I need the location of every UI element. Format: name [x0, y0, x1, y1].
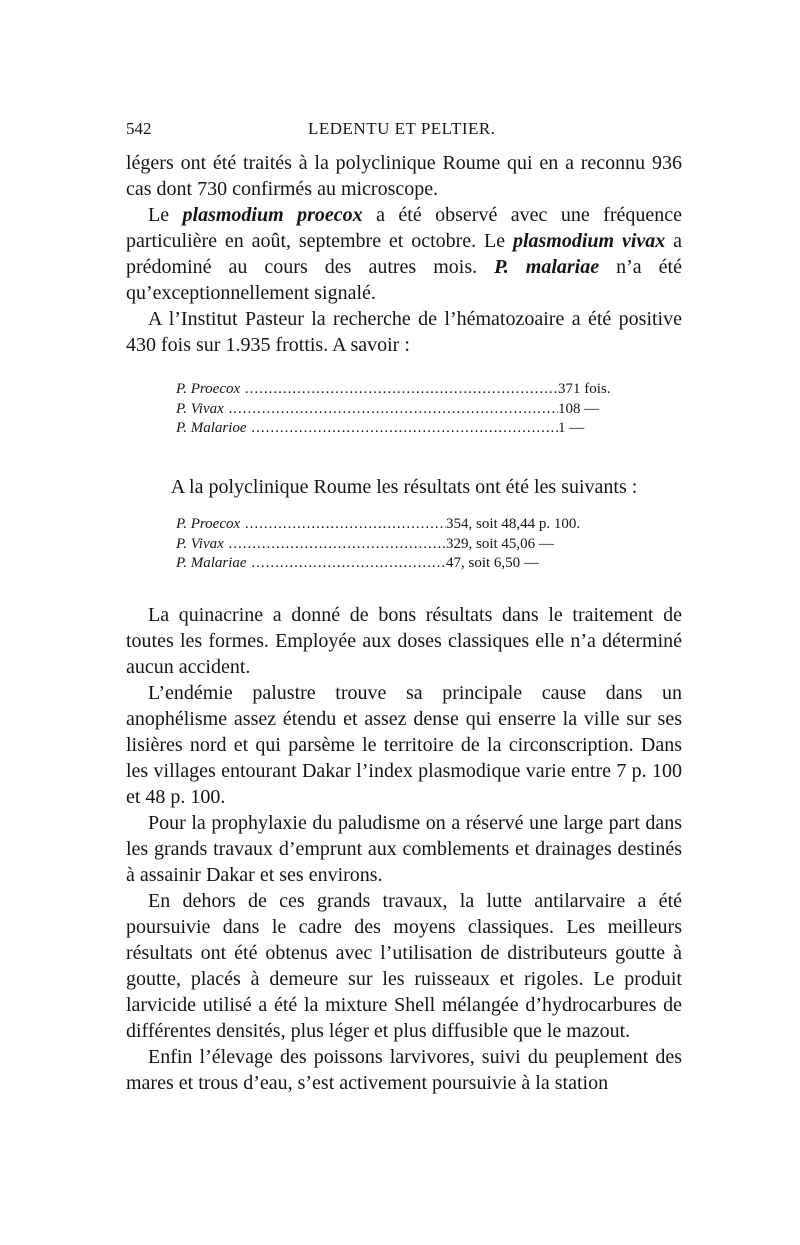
table-row [176, 380, 640, 400]
paragraph-continued: légers ont été traités à la polyclinique Roume qui en a reconnu 936 cas dont 730 confirmés au microscope. [126, 152, 682, 200]
species-name: P. Proecox [176, 381, 241, 397]
paragraph-quinacrine: La quinacrine a donné de bons résultats dans le traitement de toutes les formes. Employée aux doses classiques elle n’a déterminé aucun accident. [126, 604, 682, 678]
term-vivax: plasmodium vivax [512, 230, 666, 252]
polyclinique-intro: A la polyclinique Roume les résultats ont été les suivants : [170, 476, 638, 498]
results-table-polyclinique [176, 515, 646, 574]
species-name: P. Proecox [176, 516, 241, 532]
results-table-pasteur [176, 380, 640, 439]
table-row [176, 535, 646, 555]
species-name: P. Malariae [176, 555, 247, 571]
text-block-top [126, 150, 682, 358]
mid-line-block [126, 474, 682, 500]
species-count: 108 — [558, 400, 600, 417]
species-result: 47, soit 6,50 — [446, 555, 539, 571]
species-result: 329, soit 45,06 — [446, 535, 554, 552]
table-row [176, 515, 646, 535]
text-block-bottom [126, 602, 682, 1096]
species-count: 1 — [558, 420, 585, 436]
term-malariae: P. malariae [494, 256, 600, 278]
table-row [176, 400, 640, 420]
species-count: 371 fois. [558, 381, 611, 397]
paragraph-prophylaxie: Pour la prophylaxie du paludisme on a réservé une large part dans les grands travaux d’emprunt aux comblements et drainages destinés à assainir Dakar et ses environs. [126, 812, 682, 886]
term-proecox: plasmodium proecox [182, 204, 363, 226]
table-row [176, 554, 646, 574]
paragraph-plasmodium: Le plasmodium proecox a été observé avec une fréquence particulière en août, septembre et octobre. Le plasmodium vivax a prédominé au cours des autres mois. P. malariae n’a été qu’exceptionnellement signalé. [126, 204, 682, 304]
paragraph-poissons: Enfin l’élevage des poissons larvivores, suivi du peuplement des mares et trous d’eau, s’est activement poursuivie à la station [126, 1046, 682, 1094]
species-name: P. Malarioe [176, 420, 247, 436]
paragraph-institut-pasteur: A l’Institut Pasteur la recherche de l’hématozoaire a été positive 430 fois sur 1.935 frottis. A savoir : [126, 308, 682, 356]
paragraph-endemie: L’endémie palustre trouve sa principale cause dans un anophélisme assez étendu et assez dense qui enserre la ville sur ses lisières nord et qui parsème le territoire de la circonscription. Dans les villages entourant Dakar l’index plasmodique varie entre 7 p. 100 et 48 p. 100. [126, 682, 682, 808]
species-name: P. Vivax [176, 535, 224, 552]
page-number: 542 [126, 119, 152, 138]
page-header [126, 119, 682, 139]
species-result: 354, soit 48,44 p. 100. [446, 516, 581, 532]
species-name: P. Vivax [176, 400, 224, 417]
running-title: LEDENTU ET PELTIER. [308, 119, 496, 138]
table-row [176, 419, 640, 439]
paragraph-lutte-antilarvaire: En dehors de ces grands travaux, la lutte antilarvaire a été poursuivie dans le cadre des moyens classiques. Les meilleurs résultats ont été obtenus avec l’utilisation de distributeurs goutte à goutte, placés à demeure sur les ruisseaux et rigoles. Le produit larvicide utilisé a été la mixture Shell mélangée d’hydrocarbures de différentes densités, plus léger et plus diffusible que le mazout. [126, 890, 682, 1042]
